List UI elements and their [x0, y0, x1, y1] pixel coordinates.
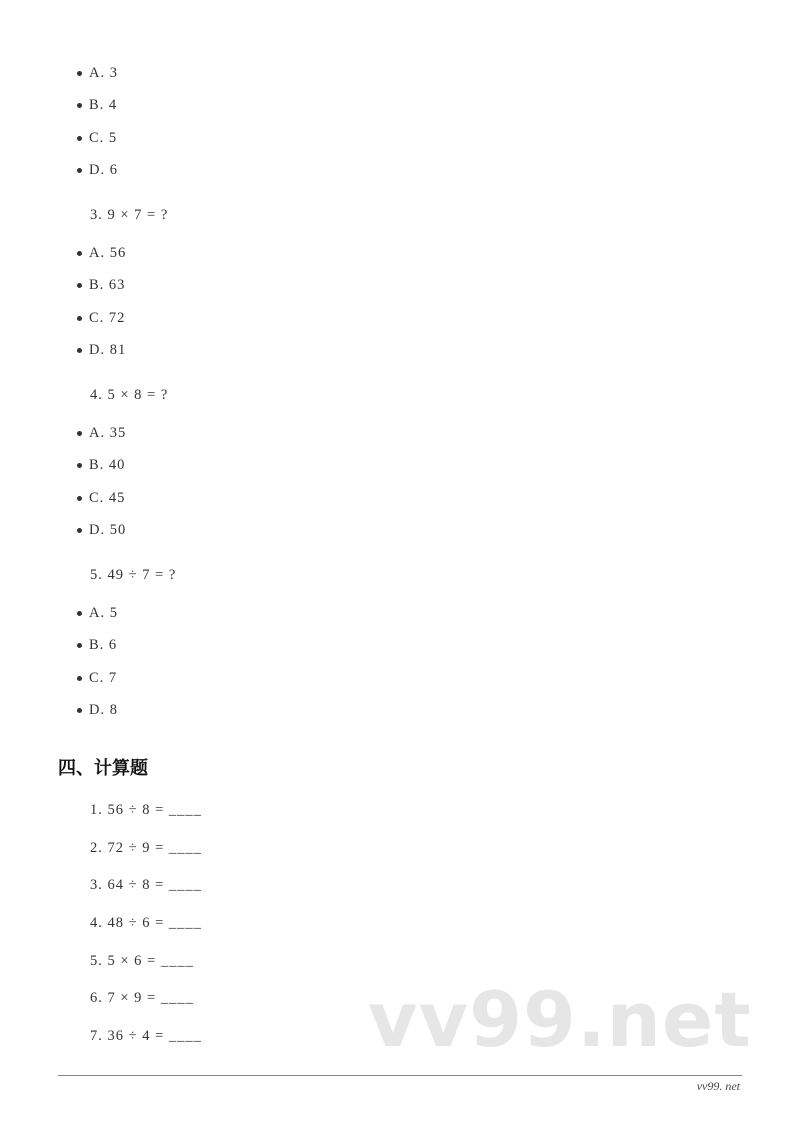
bullet-icon — [77, 496, 82, 501]
option-text: C. 7 — [89, 669, 118, 686]
option-text: A. 56 — [89, 245, 127, 261]
calc-item: 1. 56 ÷ 8 = ____ — [90, 802, 202, 818]
question-5: 5. 49 ÷ 7 = ? — [90, 567, 177, 583]
option-text: A. 5 — [89, 605, 118, 621]
list-item — [77, 668, 118, 700]
option-text: A. 3 — [89, 65, 118, 81]
option-text: A. 35 — [89, 425, 127, 441]
list-item — [77, 700, 118, 732]
bullet-icon — [77, 643, 82, 648]
list-item — [77, 635, 118, 667]
option-text: B. 6 — [89, 637, 118, 654]
bullet-icon — [77, 251, 82, 256]
q5-options — [77, 603, 118, 732]
option-text: B. 40 — [89, 457, 126, 474]
list-item — [77, 63, 118, 95]
bullet-icon — [77, 168, 82, 173]
calc-item: 4. 48 ÷ 6 = ____ — [90, 915, 202, 932]
list-item — [77, 520, 126, 552]
bullet-icon — [77, 431, 82, 436]
list-item — [77, 308, 126, 340]
calc-item: 7. 36 ÷ 4 = ____ — [90, 1028, 202, 1045]
option-text: D. 50 — [89, 521, 127, 538]
footer-divider — [58, 1075, 742, 1076]
option-text: D. 81 — [89, 341, 127, 358]
question-3: 3. 9 × 7 = ? — [90, 207, 169, 223]
option-text: C. 45 — [89, 489, 126, 506]
question-4: 4. 5 × 8 = ? — [90, 387, 169, 403]
bullet-icon — [77, 103, 82, 108]
list-item — [77, 423, 126, 455]
list-item — [77, 95, 118, 127]
section-title: 四、计算题 — [58, 758, 148, 779]
list-item — [77, 128, 118, 160]
bullet-icon — [77, 316, 82, 321]
option-text: D. 6 — [89, 161, 118, 178]
list-item — [77, 603, 118, 635]
list-item — [77, 275, 126, 307]
list-item — [77, 455, 126, 487]
list-item — [77, 243, 126, 275]
q4-options — [77, 423, 126, 552]
bullet-icon — [77, 348, 82, 353]
calc-item: 3. 64 ÷ 8 = ____ — [90, 877, 202, 894]
option-text: B. 63 — [89, 277, 126, 294]
list-item — [77, 160, 118, 192]
option-text: C. 72 — [89, 309, 126, 326]
option-text: D. 8 — [89, 701, 118, 718]
bullet-icon — [77, 136, 82, 141]
calc-item: 6. 7 × 9 = ____ — [90, 990, 194, 1007]
q2-options — [77, 63, 118, 192]
q3-options — [77, 243, 126, 372]
option-text: B. 4 — [89, 97, 118, 114]
calculation-list — [90, 800, 202, 1064]
bullet-icon — [77, 528, 82, 533]
option-text: C. 5 — [89, 129, 118, 146]
list-item — [77, 488, 126, 520]
calc-item: 2. 72 ÷ 9 = ____ — [90, 839, 202, 856]
footer-site: vv99. net — [696, 1079, 740, 1093]
bullet-icon — [77, 283, 82, 288]
bullet-icon — [77, 71, 82, 76]
calc-item: 5. 5 × 6 = ____ — [90, 952, 194, 969]
bullet-icon — [77, 463, 82, 468]
list-item — [77, 340, 126, 372]
bullet-icon — [77, 676, 82, 681]
bullet-icon — [77, 708, 82, 713]
watermark: vv99.net — [368, 975, 752, 1064]
bullet-icon — [77, 611, 82, 616]
